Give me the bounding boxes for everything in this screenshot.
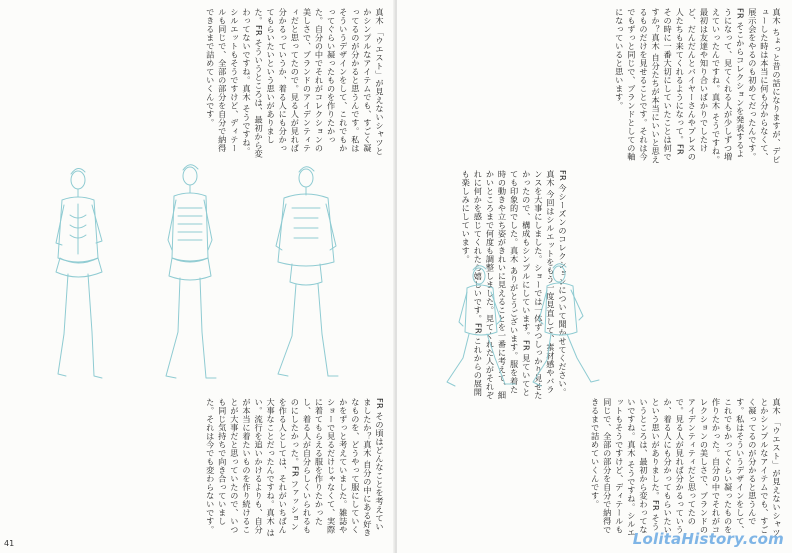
fashion-sketch-figure-3 [276,167,338,376]
fashion-sketch-drawings [22,160,382,392]
fashion-sketches-right [427,260,617,390]
fashion-sketch-figure-4 [447,266,515,386]
watermark: LolitaHistory.com [632,530,784,548]
fashion-sketches-left [22,160,382,392]
left-page-top-text: 真木 「ウエスト」が見えないシャツとかシンプルなアイテムでも、すごく凝ってるのが分かると思うんです。私はそういうデザインをして、これでもかってぐらい凝ったものを作りたかった。自分の中でそれがコレクションの美しさで、ブランドのアイデンティティだと思ってたので。見る人が見れば分かるっていうか、着る人にも分かってもらいたいという思いがありました。FR そういうところは、最初から変わってないですね。真木 そうですね。シルエットもそうですけど、ディテールも同じで、全部の部分を自分で納得できるまで詰めていくんです。 [205,8,385,158]
right-page [397,0,792,553]
left-page [0,0,395,553]
left-page-bottom-text: FR その頃はどんなことを考えていましたか？真木 自分の中にある好きなものを、どうやって服にしていくかをずっと考えていました。雑誌やショーで見るだけじゃなくて、実際に着てもらえる服を作りたかったし、着る人が自分らしくいられるものにしたかった。FR ファッションを作る人としては、それがいちばん大事なことだったんですね。真木 はい。流行を追いかけるよりも、自分が本当に着たいものを作り続けることが大事だと思っていたので、いつも同じ気持ちで向き合っていました。それは今でも変わらないです。 [205,398,385,537]
fashion-sketch-drawings-right [427,260,617,390]
right-page-middle-left-text: FR 今シーズンのコレクションについて聞かせてください。真木 今回はシルエットをもう一度見直して、素材感やバランスを大事にしました。ショーでは一体ずつしっかり見せたかったので、構成もシンプルにしています。FR 見ていてとても印象的でした。真木 ありがとうございます。服を着た時の動きや立ち姿がきれいに見えることを一番に考えて、細かいところまで何度も調整しました。見てくれた人がそれぞれに何かを感じてくれたら嬉しいです。FR これからの展開も楽しみにしています。 [461,170,568,400]
fashion-sketch-figure-2 [166,165,216,378]
right-page-bottom-text: 真木 「ウエスト」が見えないシャツとかシンプルなアイテムでも、すごく凝ってるのが分かると思うんです。私はそういうデザインをして、これでもかってぐらい凝ったものを作りたかった。自分の中でそれがコレクションの美しさで、ブランドのアイデンティティだと思ってたので。見る人が見れば分かるっていうか、着る人にも分かってもらいたいという思いがありました。FR そういうところは、最初から変わってないですね。真木 そうですね。シルエットもそうですけど、ディテールも同じで、全部の部分を自分で納得できるまで詰めていくんです。 [590,398,782,537]
page-number: 41 [4,539,15,548]
fashion-sketch-figure-5 [533,264,599,386]
right-page-top-text: 真木 ちょっと昔の話になりますが、デビューした時は本当に何も分からなくて、展示会をやるのも初めてだったんです。FR そこからコレクションを発表するようになって、見てくれる人が少しずつ増えていったんですね。真木 そうですね。最初は友達や知り合いばかりでしたけど、だんだんとバイヤーさんやプレスの人たちも来てくれるようになって。FR その時に一番大切にしていたことは何ですか？真木 自分たちが本当にいいと思えるものだけを見せることです。それは今でもずっと同じで、ブランドとしての軸になっていると思います。 [614,8,782,164]
fashion-sketch-figure-1 [56,168,102,378]
